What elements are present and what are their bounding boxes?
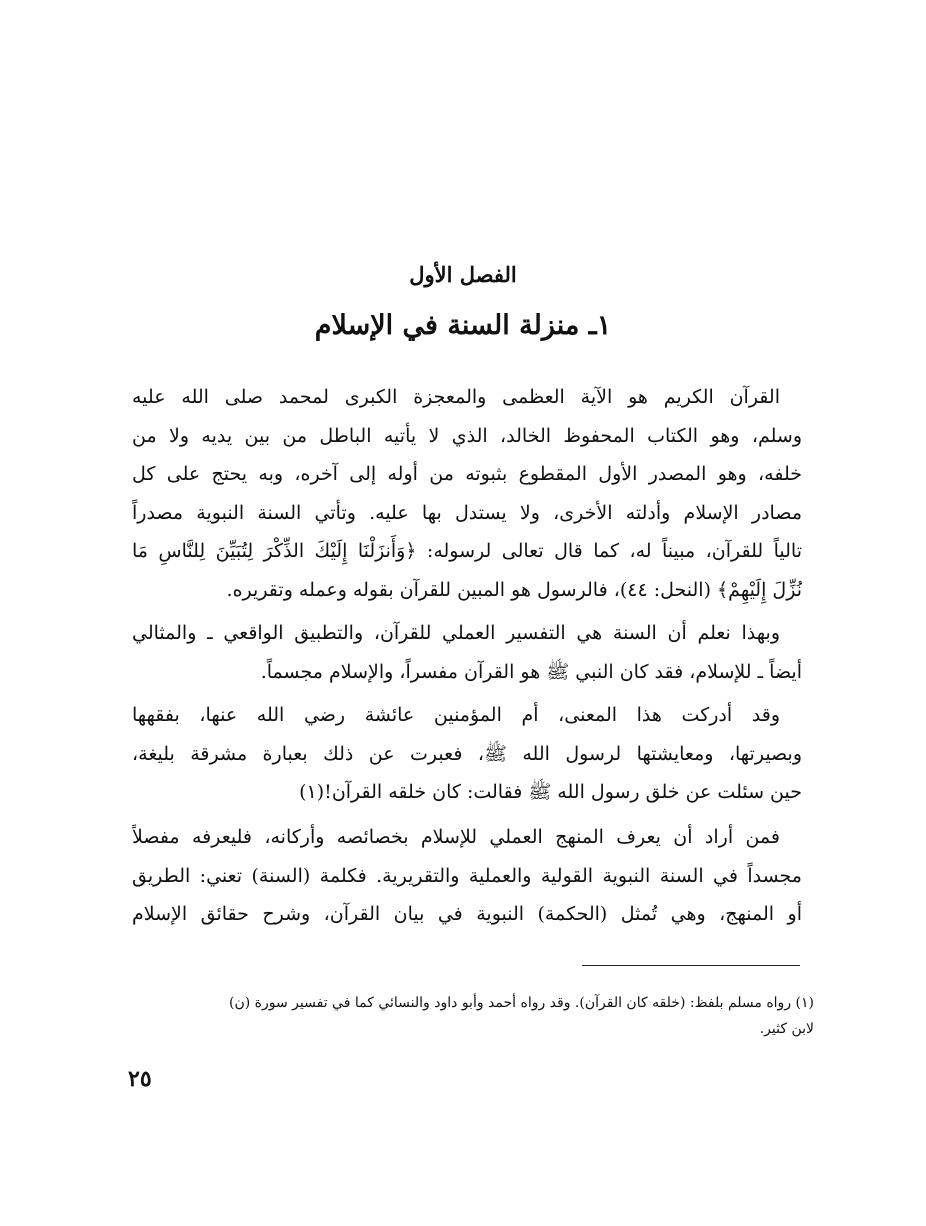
text-line: فمن أراد أن يعرف المنهج العملي للإسلام بخصائصه وأركانه، فليعرفه مفصلاً — [132, 826, 780, 848]
text-line: أو المنهج، وهي تُمثل (الحكمة) النبوية في بيان القرآن، وشرح حقائق الإسلام — [132, 903, 802, 925]
text-line: مجسداً في السنة النبوية القولية والعملية والتقريرية. فكلمة (السنة) تعني: الطريق — [132, 864, 802, 887]
chapter-title: الفصل الأول — [409, 262, 517, 287]
paragraph-3 — [132, 696, 802, 812]
footnote-line: لابن كثير. — [759, 1021, 814, 1037]
footnote — [128, 990, 814, 1042]
text-line: خلفه، وهو المصدر الأول المقطوع بثبوته من أوله إلى آخره، وبه يحتج على كل — [132, 463, 802, 485]
text-line: تالياً للقرآن، مبيناً له، كما قال تعالى لرسوله: ﴿وَأَنزَلْنَا إِلَيْكَ الذِّكْرَ لِتُبَيِّنَ لِلنَّاسِ مَا — [132, 540, 802, 562]
text-line: وقد أدركت هذا المعنى، أم المؤمنين عائشة رضي الله عنها، بفقهها — [132, 704, 780, 726]
text-line: أيضاً ـ للإسلام، فقد كان النبي ﷺ هو القرآن مفسراً، والإسلام مجسماً. — [260, 660, 802, 683]
text-line: وسلم، وهو الكتاب المحفوظ الخالد، الذي لا يأتيه الباطل من بين يديه ولا من — [132, 424, 802, 447]
text-line: مصادر الإسلام وأدلته الأخرى، ولا يستدل بها عليه. وتأتي السنة النبوية مصدراً — [132, 501, 802, 524]
text-line: القرآن الكريم هو الآية العظمى والمعجزة الكبرى لمحمد صلى الله عليه — [132, 386, 780, 408]
text-line: وبصيرتها، ومعايشتها لرسول الله ﷺ، فعبرت عن ذلك بعبارة مشرقة بليغة، — [132, 742, 802, 765]
text-line: نُزِّلَ إِلَيْهِمْ﴾ (النحل: ٤٤)، فالرسول هو المبين للقرآن بقوله وعمله وتقريره. — [226, 578, 802, 601]
paragraph-2 — [132, 614, 802, 691]
page-number: ٢٥ — [128, 1066, 152, 1092]
section-title: ١ـ منزلة السنة في الإسلام — [314, 310, 612, 341]
footnote-divider — [582, 965, 800, 966]
paragraph-4 — [132, 818, 802, 934]
footnote-line: (١) رواه مسلم بلفظ: (خلقه كان القرآن). وقد رواه أحمد وأبو داود والنسائي كما في تفسير سورة (ن) — [229, 995, 814, 1011]
text-line: حين سئلت عن خلق رسول الله ﷺ فقالت: كان خلقه القرآن!(١) — [299, 781, 802, 803]
paragraph-1 — [132, 378, 802, 609]
text-line: وبهذا نعلم أن السنة هي التفسير العملي للقرآن، والتطبيق الواقعي ـ والمثالي — [132, 622, 780, 644]
